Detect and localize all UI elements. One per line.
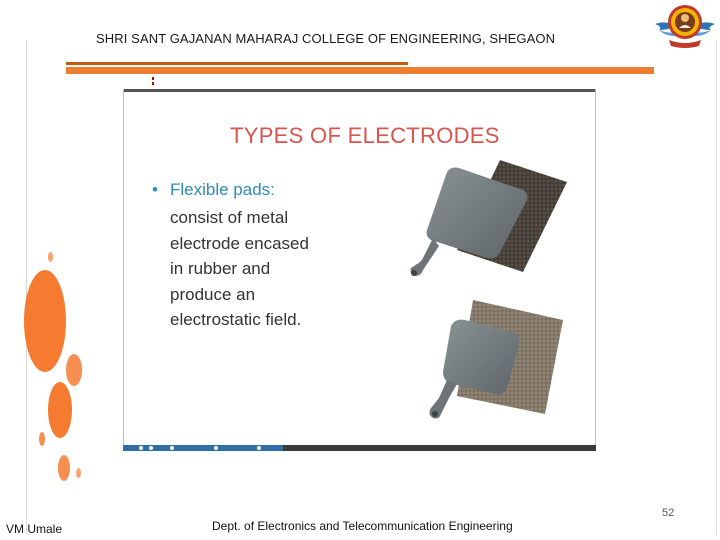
decor-circle <box>76 468 81 478</box>
slide-dot <box>170 446 174 450</box>
electrode-pads-image <box>395 152 580 432</box>
bullet-text <box>170 205 380 333</box>
slide-top-border <box>123 89 596 92</box>
department-name: Dept. of Electronics and Telecommunication Engineering <box>212 519 513 533</box>
decor-circle <box>24 270 66 372</box>
bullet-line: in rubber and <box>170 259 271 278</box>
slide-dot <box>149 446 153 450</box>
bullet-line: electrode encased <box>170 233 309 253</box>
left-margin-line <box>26 40 27 535</box>
header-rule-orange <box>66 67 654 74</box>
slide-dot <box>214 446 218 450</box>
bullet-heading: Flexible pads: <box>170 180 275 199</box>
slide-title: TYPES OF ELECTRODES <box>230 123 500 148</box>
bullet-dot-icon: • <box>152 180 158 199</box>
decor-circle <box>39 432 45 446</box>
slide-left-border <box>123 89 124 451</box>
right-margin-line <box>716 40 717 535</box>
college-emblem-icon <box>651 0 719 52</box>
bullet-line: electrostatic field. <box>170 310 302 329</box>
slide-dot <box>257 446 261 450</box>
decor-circle <box>66 354 82 386</box>
decor-circle <box>58 455 70 481</box>
bullet-line: consist of metal <box>170 208 289 227</box>
author-name: VM Umale <box>6 522 63 536</box>
red-marker <box>152 77 154 80</box>
slide-right-border <box>595 89 596 451</box>
college-title: SHRI SANT GAJANAN MAHARAJ COLLEGE OF ENGINEERING, SHEGAON <box>96 31 556 46</box>
bullet-line: produce an <box>170 284 256 304</box>
header-rule-dark <box>66 62 408 65</box>
slide-dot <box>139 446 143 450</box>
decor-circle <box>48 252 53 262</box>
decor-circle <box>48 382 72 438</box>
page-number: 52 <box>662 507 675 519</box>
